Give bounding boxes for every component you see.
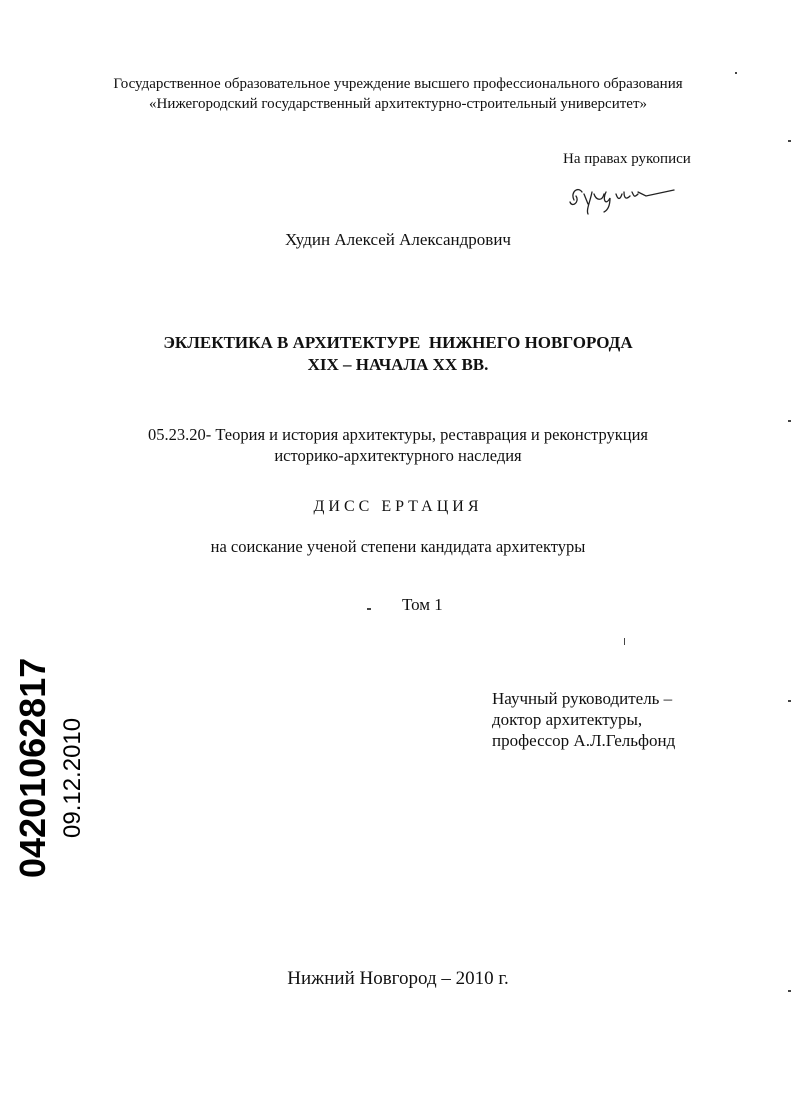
manuscript-note: На правах рукописи xyxy=(563,151,691,167)
author-signature xyxy=(566,178,676,216)
title-line-1: ЭКЛЕКТИКА В АРХИТЕКТУРЕ НИЖНЕГО НОВГОРОДА xyxy=(163,333,633,352)
institution-line-2: «Нижегородский государственный архитектурно-строительный университет» xyxy=(148,96,648,112)
document-type: ДИСС ЕРТАЦИЯ xyxy=(313,498,483,515)
institution-header xyxy=(0,74,796,114)
scan-speck xyxy=(788,420,791,422)
supervisor-line-1: Научный руководитель – xyxy=(492,689,673,708)
supervisor-block xyxy=(492,688,675,751)
scan-speck xyxy=(788,990,791,992)
supervisor-line-2: доктор архитектуры, xyxy=(492,710,643,729)
title-line-2: XIX – НАЧАЛА XX ВВ. xyxy=(307,355,489,374)
scan-speck xyxy=(735,72,737,74)
scan-speck xyxy=(788,140,791,142)
stamp-number: 04201062817 xyxy=(12,657,53,878)
specialty-line-1: 05.23.20- Теория и история архитектуры, реставрация и реконструкция xyxy=(147,425,648,444)
scan-speck xyxy=(367,608,371,610)
author-name: Худин Алексей Александрович xyxy=(285,230,511,249)
volume-label: Том 1 xyxy=(402,595,443,614)
institution-line-1: Государственное образовательное учреждение высшего профессионального образования xyxy=(113,76,683,92)
scan-speck xyxy=(788,700,791,702)
specialty-line-2: историко-архитектурного наследия xyxy=(274,446,522,465)
supervisor-line-3: профессор А.Л.Гельфонд xyxy=(492,731,676,750)
specialty xyxy=(0,424,796,466)
stamp-date: 09.12.2010 xyxy=(59,717,86,838)
dissertation-title xyxy=(0,332,796,376)
degree-line: на соискание ученой степени кандидата архитектуры xyxy=(210,537,586,556)
city-year: Нижний Новгород – 2010 г. xyxy=(287,968,509,989)
scan-speck xyxy=(624,638,625,645)
library-stamp xyxy=(12,648,86,878)
